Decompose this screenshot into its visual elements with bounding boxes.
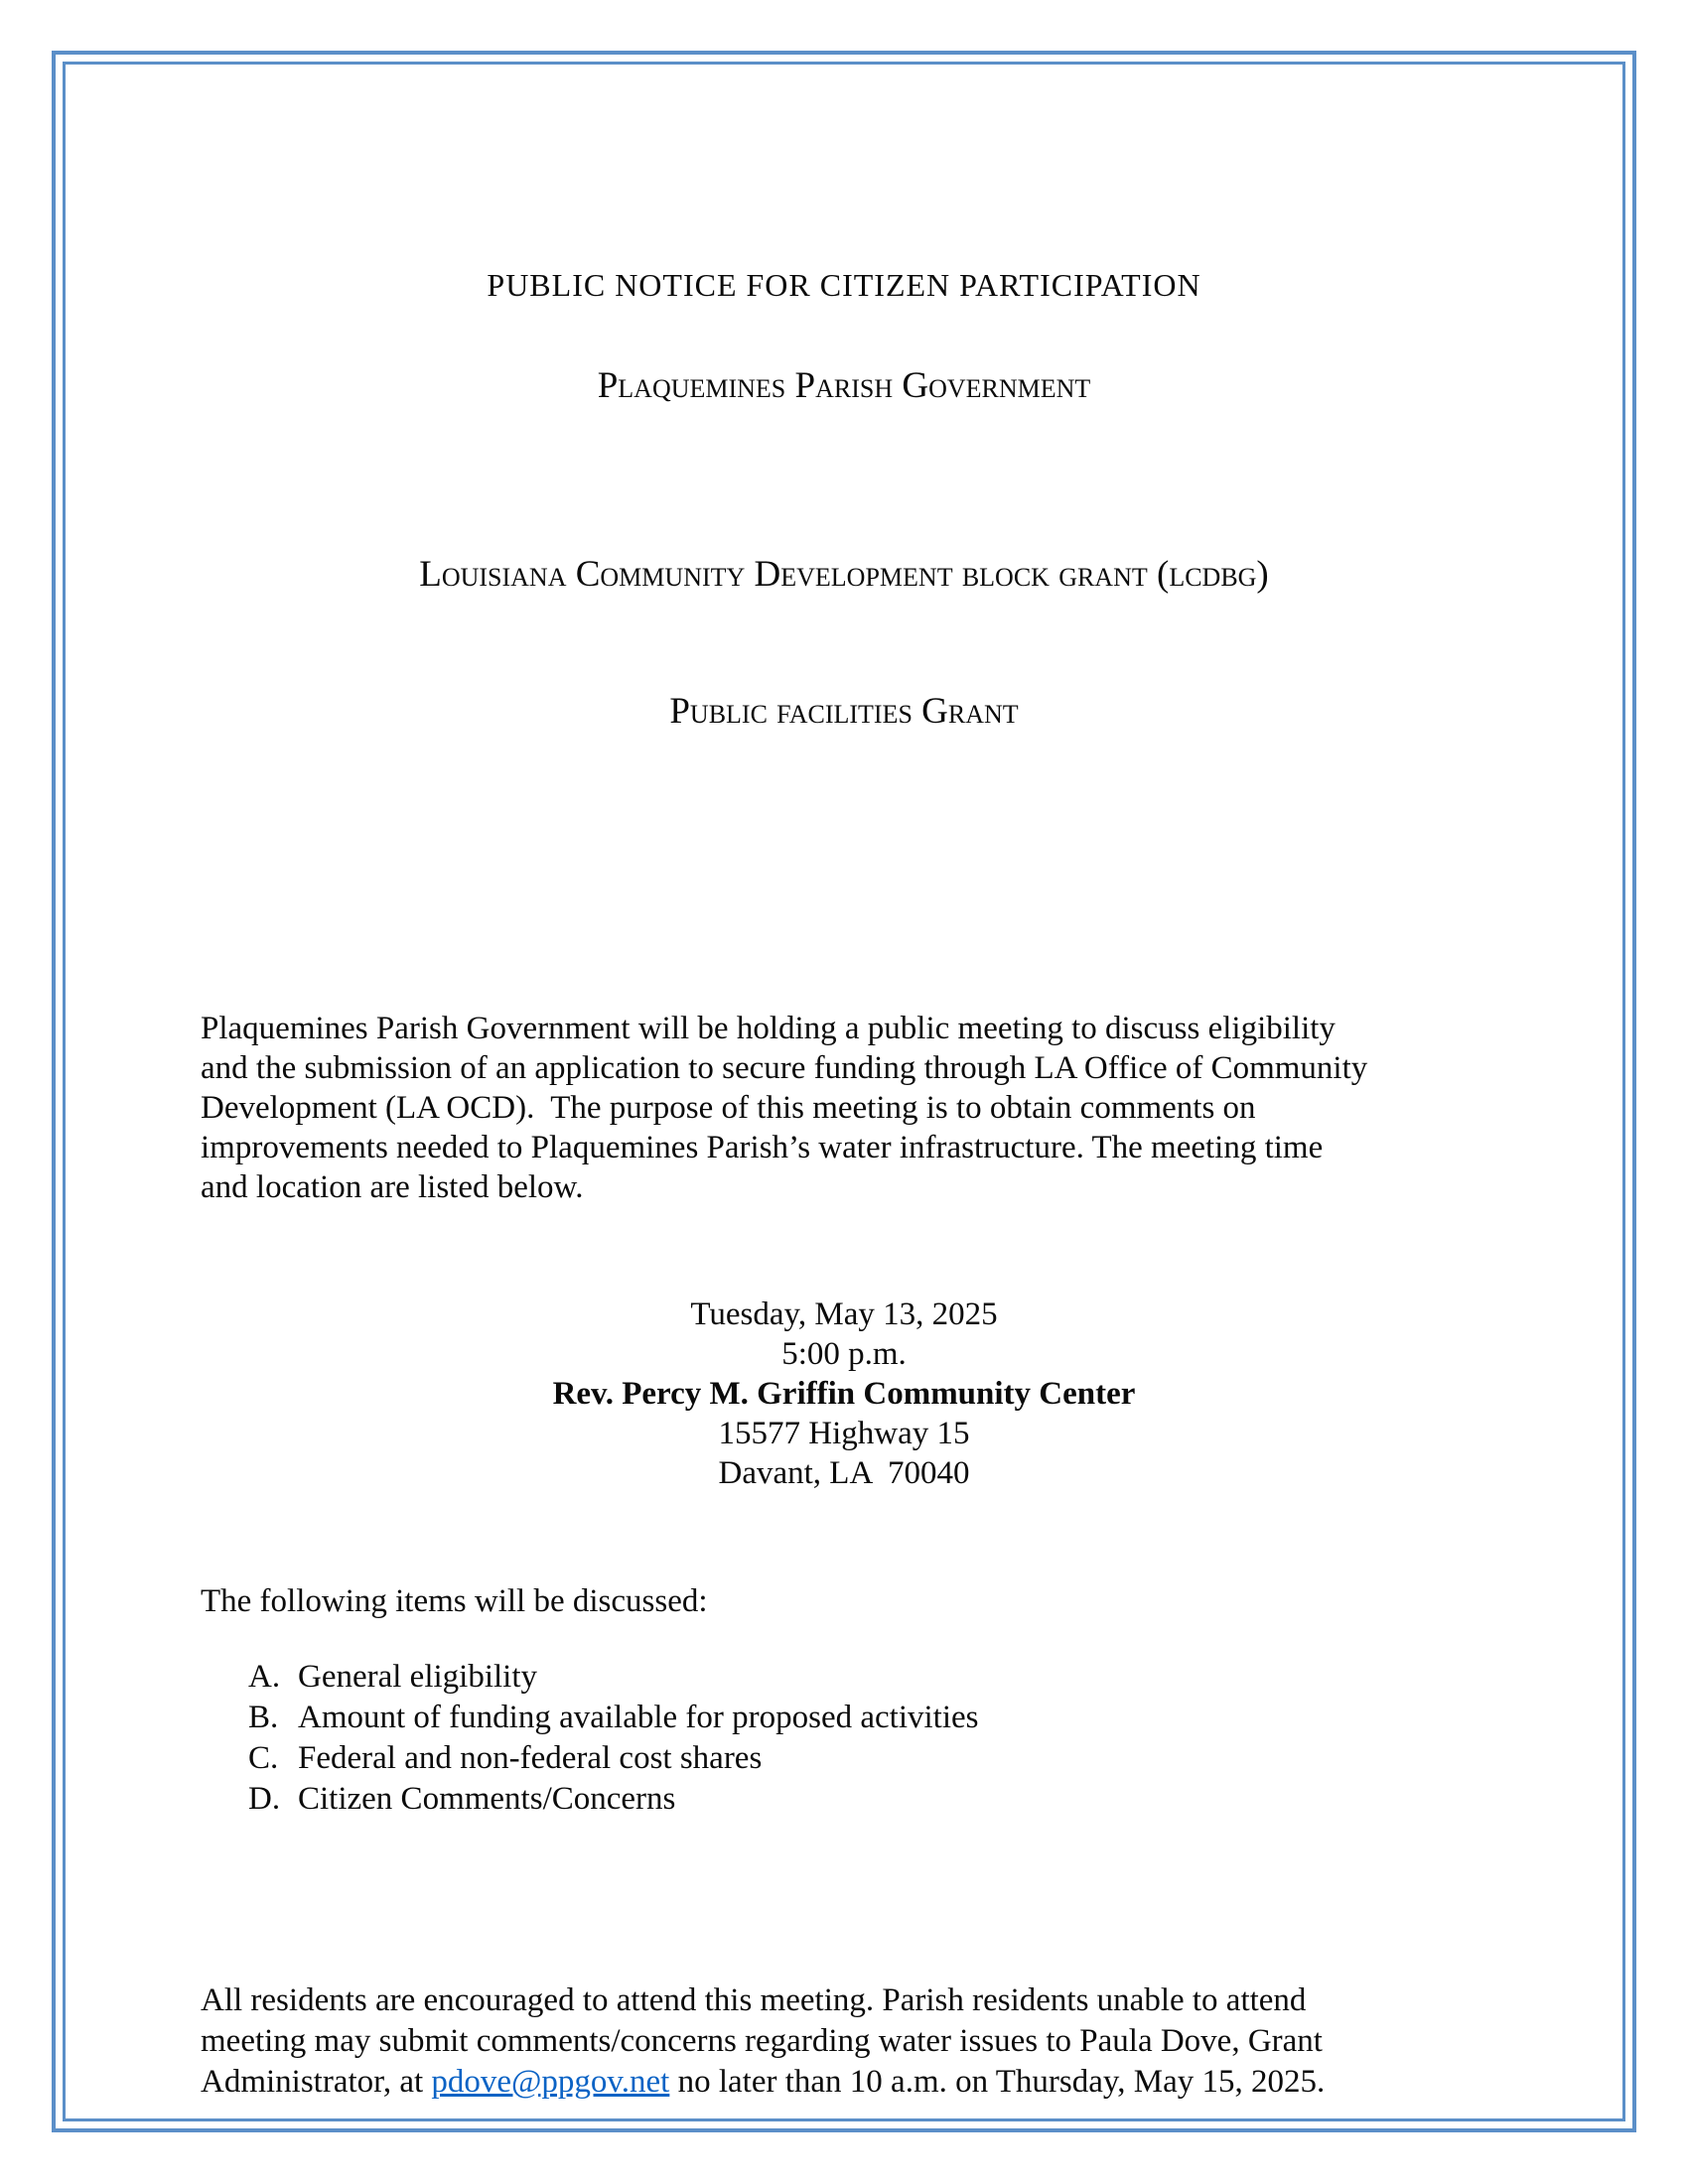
agenda-item bbox=[201, 1698, 1487, 1738]
agenda-item bbox=[201, 1738, 1487, 1779]
intro-line: Development (LA OCD). The purpose of this meeting is to obtain comments on bbox=[201, 1090, 1256, 1126]
agenda-list bbox=[201, 1657, 1487, 1820]
intro-line: and location are listed below. bbox=[201, 1169, 584, 1205]
closing-line-prefix: Administrator, at bbox=[201, 2064, 432, 2100]
organization-name: Plaquemines Parish Government bbox=[597, 365, 1091, 406]
meeting-time: 5:00 p.m. bbox=[781, 1336, 907, 1372]
closing-line: All residents are encouraged to attend this meeting. Parish residents unable to attend bbox=[201, 1982, 1307, 2018]
agenda-item-letter: A. bbox=[248, 1659, 281, 1695]
agenda-item-text: General eligibility bbox=[298, 1659, 538, 1695]
email-link[interactable]: pdove@ppgov.net bbox=[431, 2064, 670, 2100]
agenda-item-letter: D. bbox=[248, 1781, 281, 1817]
meeting-address-street: 15577 Highway 15 bbox=[718, 1416, 970, 1451]
closing-line-suffix: no later than 10 a.m. on Thursday, May 15, 2025. bbox=[669, 2064, 1326, 2100]
intro-paragraph bbox=[201, 1009, 1487, 1207]
agenda-heading: The following items will be discussed: bbox=[201, 1583, 708, 1619]
closing-line bbox=[201, 2062, 1487, 2103]
agenda-item-text: Citizen Comments/Concerns bbox=[298, 1781, 676, 1817]
meeting-details bbox=[201, 1295, 1487, 1493]
closing-line: meeting may submit comments/concerns regarding water issues to Paula Dove, Grant bbox=[201, 2023, 1323, 2059]
intro-line: improvements needed to Plaquemines Parish’s water infrastructure. The meeting time bbox=[201, 1130, 1324, 1165]
notice-title: PUBLIC NOTICE FOR CITIZEN PARTICIPATION bbox=[487, 267, 1201, 303]
agenda-item bbox=[201, 1779, 1487, 1820]
closing-paragraph bbox=[201, 1980, 1487, 2103]
program-line-2: Public facilities Grant bbox=[669, 691, 1019, 732]
intro-line: and the submission of an application to secure funding through LA Office of Community bbox=[201, 1050, 1368, 1086]
notice-content bbox=[201, 0, 1487, 2103]
intro-line: Plaquemines Parish Government will be holding a public meeting to discuss eligibility bbox=[201, 1011, 1336, 1046]
agenda-item-letter: C. bbox=[248, 1740, 279, 1776]
program-name bbox=[201, 461, 1487, 826]
agenda-item-letter: B. bbox=[248, 1700, 279, 1735]
program-line-1: Louisiana Community Development block grant (lcdbg) bbox=[419, 554, 1269, 595]
agenda-item bbox=[201, 1657, 1487, 1698]
agenda-item-text: Amount of funding available for proposed activities bbox=[298, 1700, 979, 1735]
meeting-venue: Rev. Percy M. Griffin Community Center bbox=[552, 1376, 1136, 1412]
agenda-item-text: Federal and non-federal cost shares bbox=[298, 1740, 763, 1776]
meeting-address-city: Davant, LA 70040 bbox=[718, 1455, 970, 1491]
meeting-date: Tuesday, May 13, 2025 bbox=[690, 1297, 998, 1332]
